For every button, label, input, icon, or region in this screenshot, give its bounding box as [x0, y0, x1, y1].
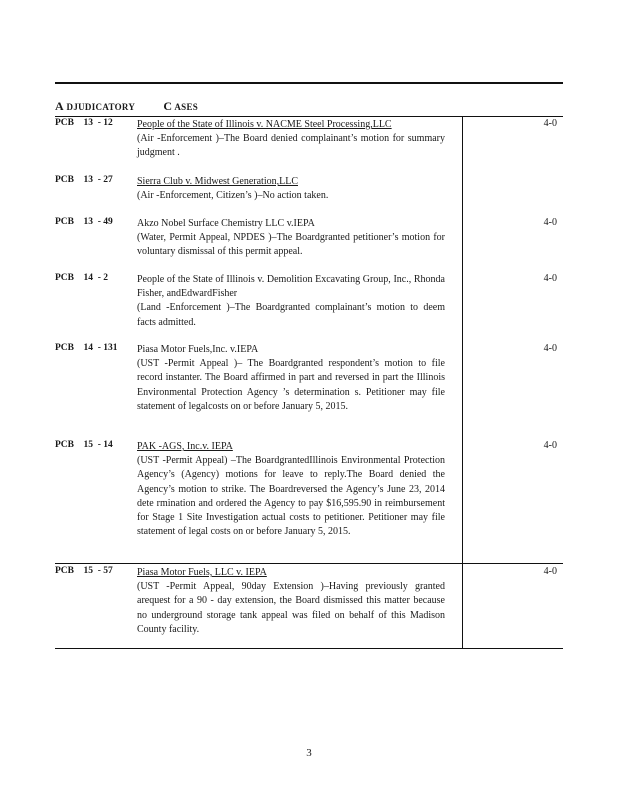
vote-count: 4-0 — [543, 440, 557, 451]
vote-count: 4-0 — [543, 343, 557, 354]
case-description: (UST -Permit Appeal )– The Boardgranted respondent’s motion to file record instanter. The Board affirmed in part and reversed in part the Illinois Environmental Protection Agency ’s determination s. Petitioner may file statement of legalcosts on or before January 5, 2015. — [137, 358, 445, 412]
docket-number: PCB 14 - 131 — [55, 343, 118, 353]
docket-number: PCB 15 - 57 — [55, 566, 113, 576]
case-title: People of the State of Illinois v. NACME Steel Processing,LLC — [137, 119, 392, 130]
case-title: Akzo Nobel Surface Chemistry LLC v.IEPA — [137, 218, 315, 229]
docket-number: PCB 13 - 49 — [55, 217, 113, 227]
case-title: PAK -AGS, Inc.v. IEPA — [137, 441, 233, 452]
docket-number: PCB 15 - 14 — [55, 440, 113, 450]
docket-number: PCB 13 - 12 — [55, 118, 113, 128]
vote-count: 4-0 — [543, 566, 557, 577]
case-description: (UST -Permit Appeal, 90day Extension )–Having previously granted arequest for a 90 - day extension, the Board dismissed this matter because no underground storage tank appeal was filed on behalf of this Madison County facility. — [137, 581, 445, 635]
section-heading: A DJUDICATORY C ASES — [55, 99, 199, 113]
docket-number: PCB 14 - 2 — [55, 273, 109, 283]
vote-count: 4-0 — [543, 217, 557, 228]
bottom-rule — [55, 648, 563, 649]
case-title: Piasa Motor Fuels, LLC v. IEPA — [137, 567, 267, 578]
case-title: Sierra Club v. Midwest Generation,LLC — [137, 176, 298, 187]
case-description: (Land -Enforcement )–The Boardgranted complainant’s motion to deem facts admitted. — [137, 302, 445, 328]
case-description: (Air -Enforcement, Citizen’s )–No action taken. — [137, 190, 329, 202]
column-divider — [462, 117, 463, 648]
page-number: 3 — [306, 747, 312, 759]
case-description: (UST -Permit Appeal) –The BoardgrantedIllinois Environmental Protection Agency’s (Agency) motions for leave to reply.The Board denied the Agency’s motion to strike. The Boardreversed the Agency’s June 23, 2014 dete rmination and ordered the Agency to pay $16,595.90 in reimbursement for Stage 1 Site Investigation actual costs to petitioner. Petitioner may file statement of legal costs on or before January 5, 2015. — [137, 455, 445, 538]
top-rule — [55, 82, 563, 84]
case-description: (Water, Permit Appeal, NPDES )–The Boardgranted petitioner’s motion for voluntary dismissal of this permit appeal. — [137, 232, 445, 258]
case-title: People of the State of Illinois v. Demolition Excavating Group, Inc., Rhonda Fisher, andEdwardFisher — [137, 274, 445, 300]
vote-count: 4-0 — [543, 273, 557, 284]
case-description: (Air -Enforcement )–The Board denied complainant’s motion for summary judgment . — [137, 133, 445, 159]
heading-rule — [55, 116, 563, 117]
docket-number: PCB 13 - 27 — [55, 175, 113, 185]
vote-count: 4-0 — [543, 118, 557, 129]
row-rule — [55, 563, 563, 564]
case-title: Piasa Motor Fuels,Inc. v.IEPA — [137, 344, 259, 355]
